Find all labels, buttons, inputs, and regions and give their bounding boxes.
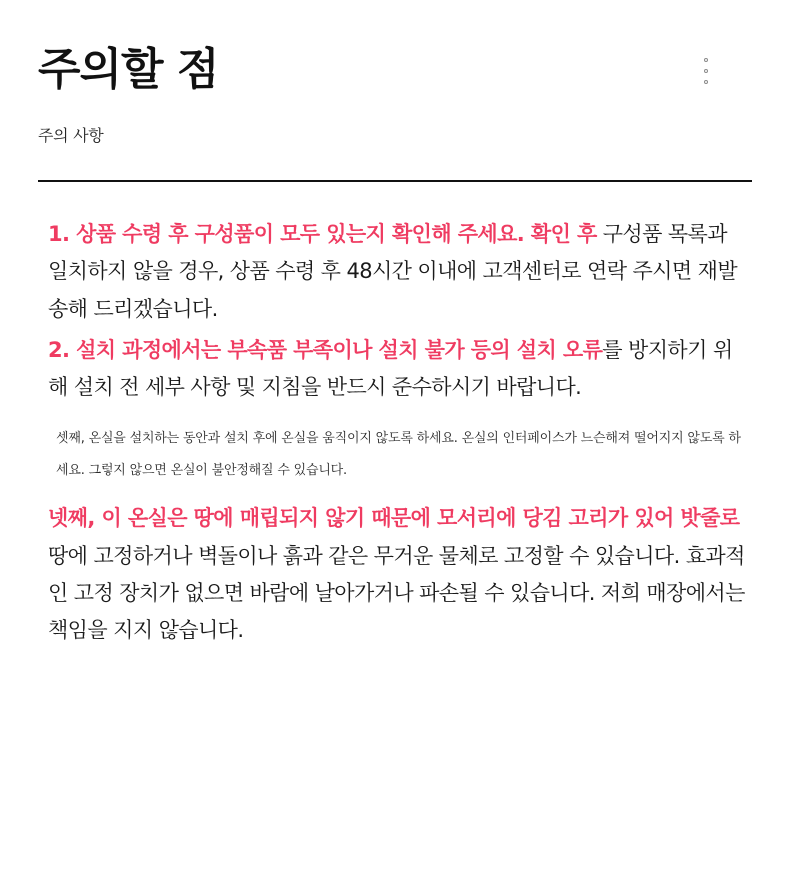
notice-paragraph-1 <box>38 216 752 328</box>
notice-1-highlight: 1. 상품 수령 후 구성품이 모두 있는지 확인해 주세요. 확인 후 <box>48 221 597 246</box>
page-header <box>38 0 752 146</box>
notice-paragraph-2 <box>38 332 752 407</box>
notice-paragraph-4 <box>38 500 752 650</box>
kebab-dot-3 <box>704 80 708 84</box>
notice-2-text: 를 방지하기 위해 설치 전 세부 사항 및 지침을 반드시 준수하시기 바랍니다. <box>48 337 733 400</box>
notice-4-text: 땅에 고정하거나 벽돌이나 흙과 같은 무거운 물체로 고정할 수 있습니다. 효과적인 고정 장치가 없으면 바람에 날아가거나 파손될 수 있습니다. 저희 매장에서는 책임을 지지 않습니다. <box>48 543 745 643</box>
kebab-dot-1 <box>704 58 708 62</box>
notice-3-text: 셋째, 온실을 설치하는 동안과 설치 후에 온실을 움직이지 않도록 하세요. 온실의 인터페이스가 느슨해져 떨어지지 않도록 하세요. 그렇지 않으면 온실이 불안정해질 수 있습니다. <box>56 430 741 478</box>
page-subtitle: 주의 사항 <box>38 125 104 145</box>
kebab-menu-icon[interactable] <box>698 58 714 84</box>
notice-1-text: 구성품 목록과 일치하지 않을 경우, 상품 수령 후 48시간 이내에 고객센터로 연락 주시면 재발송해 드리겠습니다. <box>48 221 738 321</box>
notice-4-highlight: 넷째, 이 온실은 땅에 매립되지 않기 때문에 모서리에 당김 고리가 있어 밧줄로 <box>48 506 740 531</box>
notice-body <box>38 182 752 650</box>
page-title: 주의할 점 <box>38 44 219 95</box>
notice-paragraph-3 <box>38 423 752 487</box>
kebab-dot-2 <box>704 69 708 73</box>
notice-2-highlight: 2. 설치 과정에서는 부속품 부족이나 설치 불가 등의 설치 오류 <box>48 337 603 362</box>
